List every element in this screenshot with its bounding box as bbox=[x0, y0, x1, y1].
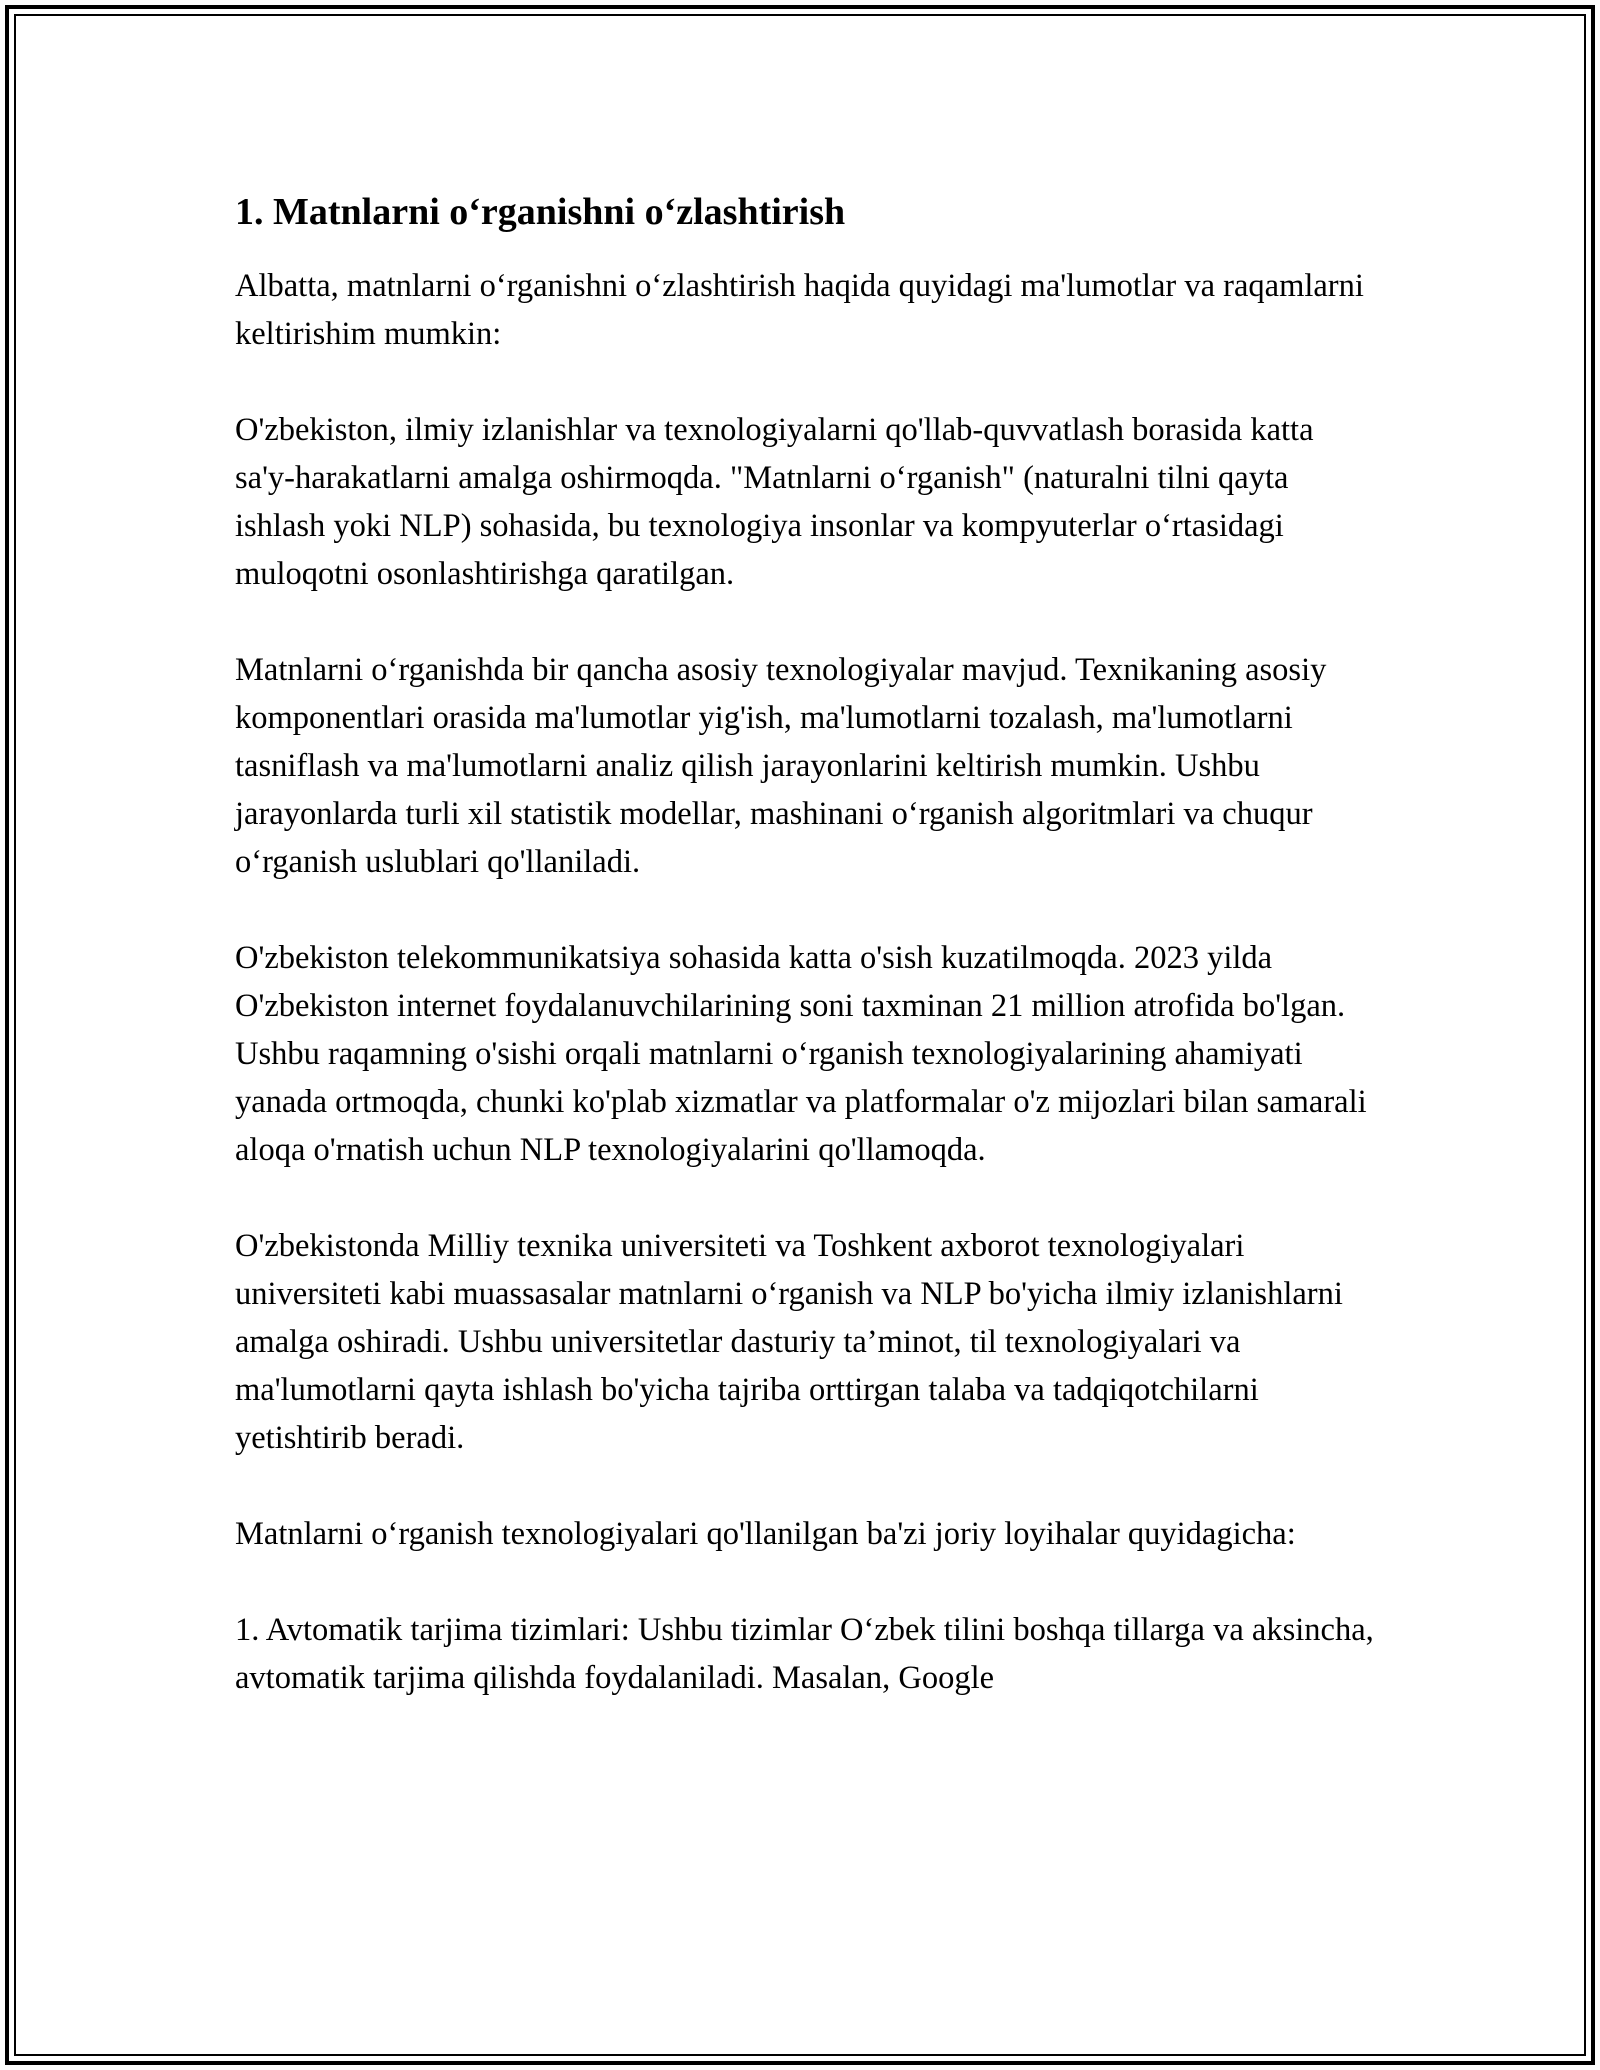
section-title: 1. Matnlarni o‘rganishni o‘zlashtirish bbox=[235, 191, 846, 233]
paragraph-list-item-1: 1. Avtomatik tarjima tizimlari: Ushbu tizimlar O‘zbek tilini boshqa tillarga va aksincha, avtomatik tarjima qilishda foydalaniladi. Masalan, Google bbox=[235, 1612, 1374, 1696]
paragraph-intro: Albatta, matnlarni o‘rganishni o‘zlashtirish haqida quyidagi ma'lumotlar va raqamlarni keltirishim mumkin: bbox=[235, 268, 1364, 352]
document-body bbox=[235, 188, 1375, 1750]
paragraph-projects-intro: Matnlarni o‘rganish texnologiyalari qo'llanilgan ba'zi joriy loyihalar quyidagicha: bbox=[235, 1516, 1296, 1552]
paragraph-telecom: O'zbekiston telekommunikatsiya sohasida katta o'sish kuzatilmoqda. 2023 yilda O'zbekiston internet foydalanuvchilarining soni taxminan 21 million atrofida bo'lgan. Ushbu raqamning o'sishi orqali matnlarni o‘rganish texnologiyalarining ahamiyati yanada ortmoqda, chunki ko'plab xizmatlar va platformalar o'z mijozlari bilan samarali aloqa o'rnatish uchun NLP texnologiyalarini qo'llamoqda. bbox=[235, 940, 1367, 1168]
paragraph-uzbekistan-research: O'zbekiston, ilmiy izlanishlar va texnologiyalarni qo'llab-quvvatlash borasida katta sa'y-harakatlarni amalga oshirmoqda. "Matnlarni o‘rganish" (naturalni tilni qayta ishlash yoki NLP) sohasida, bu texnologiya insonlar va kompyuterlar o‘rtasidagi muloqotni osonlashtirishga qaratilgan. bbox=[235, 412, 1314, 592]
paragraph-universities: O'zbekistonda Milliy texnika universiteti va Toshkent axborot texnologiyalari universiteti kabi muassasalar matnlarni o‘rganish va NLP bo'yicha ilmiy izlanishlarni amalga oshiradi. Ushbu universitetlar dasturiy ta’minot, til texnologiyalari va ma'lumotlarni qayta ishlash bo'yicha tajriba orttirgan talaba va tadqiqotchilarni yetishtirib beradi. bbox=[235, 1228, 1343, 1456]
paragraph-technologies: Matnlarni o‘rganishda bir qancha asosiy texnologiyalar mavjud. Texnikaning asosiy komponentlari orasida ma'lumotlar yig'ish, ma'lumotlarni tozalash, ma'lumotlarni tasniflash va ma'lumotlarni analiz qilish jarayonlarini keltirish mumkin. Ushbu jarayonlarda turli xil statistik modellar, mashinani o‘rganish algoritmlari va chuqur o‘rganish uslublari qo'llaniladi. bbox=[235, 652, 1327, 880]
